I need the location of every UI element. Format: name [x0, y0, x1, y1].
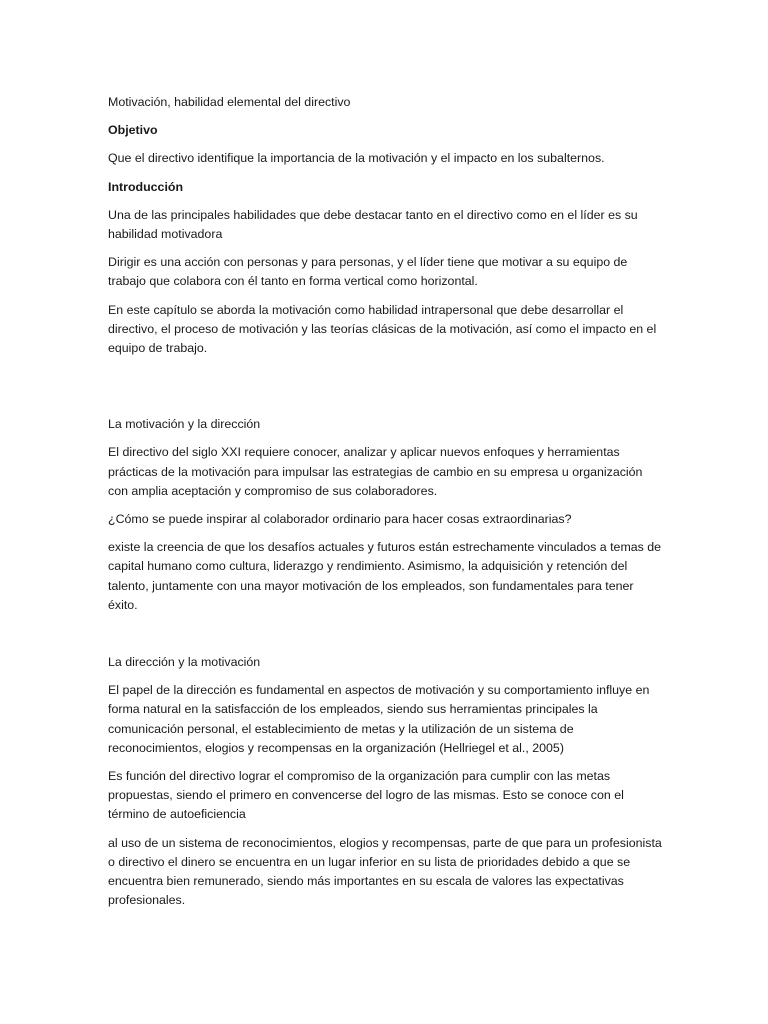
section1-paragraph: existe la creencia de que los desafíos actuales y futuros están estrechamente vinculados a temas de capital humano como cultura, liderazgo y rendimiento. Asimismo, la adquisición y retención del talento, juntamente con una mayor motivación de los empleados, son fundamentales para tener éxito. — [108, 540, 662, 612]
intro-paragraph: Dirigir es una acción con personas y para personas, y el líder tiene que motivar a su equipo de trabajo que colabora con él tanto en forma vertical como horizontal. — [108, 255, 628, 289]
section2-heading: La dirección y la motivación — [108, 655, 261, 670]
section2-paragraph: Es función del directivo lograr el compromiso de la organización para cumplir con las metas propuestas, siendo el primero en convencerse del logro de las mismas. Esto se conoce con el término de autoeficiencia — [108, 769, 624, 822]
section1-paragraph: ¿Cómo se puede inspirar al colaborador ordinario para hacer cosas extraordinarias? — [108, 512, 572, 527]
intro-paragraph: En este capítulo se aborda la motivación como habilidad intrapersonal que debe desarrollar el directivo, el proceso de motivación y las teorías clásicas de la motivación, así como el impacto en el equipo de trabajo. — [108, 302, 657, 356]
document-title: Motivación, habilidad elemental del directivo — [108, 95, 351, 109]
section2-paragraph: al uso de un sistema de reconocimientos, elogios y recompensas, parte de que para un profesionista o directivo el dinero se encuentra en un lugar inferior en su lista de prioridades debido a que se encuentra bien remunerado, siendo más importantes en su escala de valores las expectativas profesionales. — [108, 835, 662, 908]
intro-paragraph: Una de las principales habilidades que debe destacar tanto en el directivo como en el líder es su habilidad motivadora — [108, 207, 638, 242]
objective-heading: Objetivo — [108, 123, 158, 138]
section2-paragraph: El papel de la dirección es fundamental en aspectos de motivación y su comportamiento influye en forma natural en la satisfacción de los empleados, siendo sus herramientas principales la comunicación personal, el establecimiento de metas y la utilización de un sistema de reconocimientos, elogios y recompensas en la organización (Hellriegel et al., 2005) — [108, 683, 650, 755]
section1-heading: La motivación y la dirección — [108, 417, 261, 432]
objective-text: Que el directivo identifique la importancia de la motivación y el impacto en los subalternos. — [108, 151, 605, 166]
section1-paragraph: El directivo del siglo XXI requiere conocer, analizar y aplicar nuevos enfoques y herramientas prácticas de la motivación para impulsar las estrategias de cambio en su empresa u organización con amplia aceptación y compromiso de sus colaboradores. — [108, 445, 643, 498]
document-page — [108, 93, 664, 920]
intro-heading: Introducción — [108, 179, 184, 194]
